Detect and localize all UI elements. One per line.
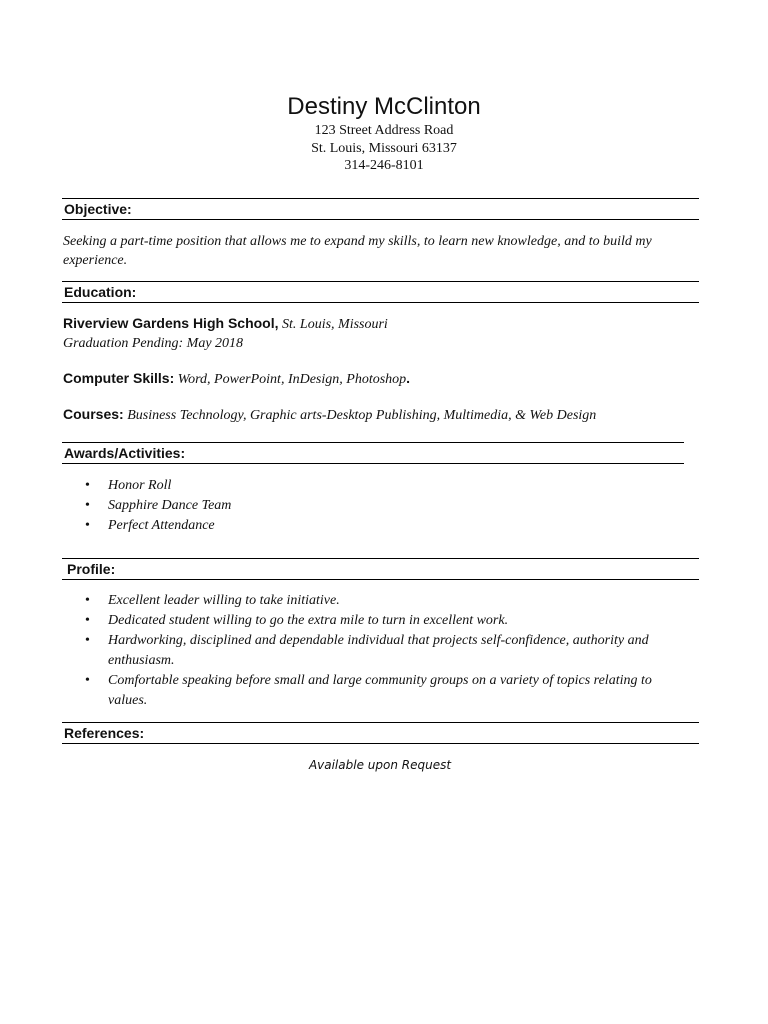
computer-skills-period: . (406, 370, 411, 386)
resume-header (0, 92, 768, 175)
list-item (63, 611, 699, 631)
address-line-1: 123 Street Address Road (314, 123, 454, 138)
profile-item: Dedicated student willing to go the extra mile to turn in excellent work. (108, 613, 509, 628)
objective-line-1: Seeking a part-time position that allows me to expand my skills, to learn new knowledge, and to build my (63, 234, 652, 249)
school-name: Riverview Gardens High School, (63, 315, 279, 331)
objective-text (63, 232, 652, 270)
courses-value: Business Technology, Graphic arts-Desktop Publishing, Multimedia, & Web Design (123, 408, 597, 423)
school-line (63, 314, 388, 334)
education-school-block (63, 314, 388, 353)
phone-number: 314-246-8101 (344, 158, 424, 173)
applicant-name: Destiny McClinton (287, 93, 481, 120)
bullet-icon: • (85, 478, 90, 493)
profile-item: Excellent leader willing to take initiative. (108, 593, 340, 608)
courses-line (63, 405, 596, 425)
courses-label: Courses: (63, 406, 124, 422)
school-location: St. Louis, Missouri (278, 317, 388, 332)
address-line-2: St. Louis, Missouri 63137 (311, 140, 457, 156)
bullet-icon: • (85, 633, 90, 648)
award-item: Honor Roll (108, 478, 172, 493)
list-item (63, 496, 693, 516)
education-heading-bar (62, 281, 699, 303)
awards-heading-bar (62, 442, 684, 464)
profile-item-line-1: Hardworking, disciplined and dependable individual that projects self-confidence, authority and (108, 633, 649, 648)
award-item: Sapphire Dance Team (108, 498, 232, 513)
computer-skills-label: Computer Skills: (63, 370, 175, 386)
list-item (63, 591, 699, 611)
profile-item-line-2: values. (108, 693, 148, 708)
list-item (63, 631, 699, 671)
profile-heading-bar (62, 558, 699, 580)
list-item (63, 671, 699, 711)
list-item (63, 476, 693, 496)
objective-heading-bar (62, 198, 699, 220)
references-text: Available upon Request (308, 758, 452, 772)
profile-item-line-2: enthusiasm. (108, 653, 175, 668)
bullet-icon: • (85, 498, 90, 513)
computer-skills-line (63, 369, 410, 389)
list-item (63, 516, 693, 536)
computer-skills-value: Word, PowerPoint, InDesign, Photoshop (174, 372, 407, 387)
bullet-icon: • (85, 673, 90, 688)
profile-heading: Profile: (67, 561, 116, 577)
bullet-icon: • (85, 593, 90, 608)
bullet-icon: • (85, 613, 90, 628)
bullet-icon: • (85, 518, 90, 533)
profile-list (63, 591, 699, 711)
awards-list (63, 476, 693, 536)
objective-heading: Objective: (64, 201, 132, 217)
education-heading: Education: (64, 284, 137, 300)
references-heading-bar (62, 722, 699, 744)
graduation-line: Graduation Pending: May 2018 (63, 336, 244, 351)
awards-heading: Awards/Activities: (64, 445, 186, 461)
profile-item-line-1: Comfortable speaking before small and large community groups on a variety of topics relating to (108, 673, 652, 688)
objective-line-2: experience. (63, 253, 128, 268)
award-item: Perfect Attendance (108, 518, 215, 533)
references-heading: References: (64, 725, 145, 741)
